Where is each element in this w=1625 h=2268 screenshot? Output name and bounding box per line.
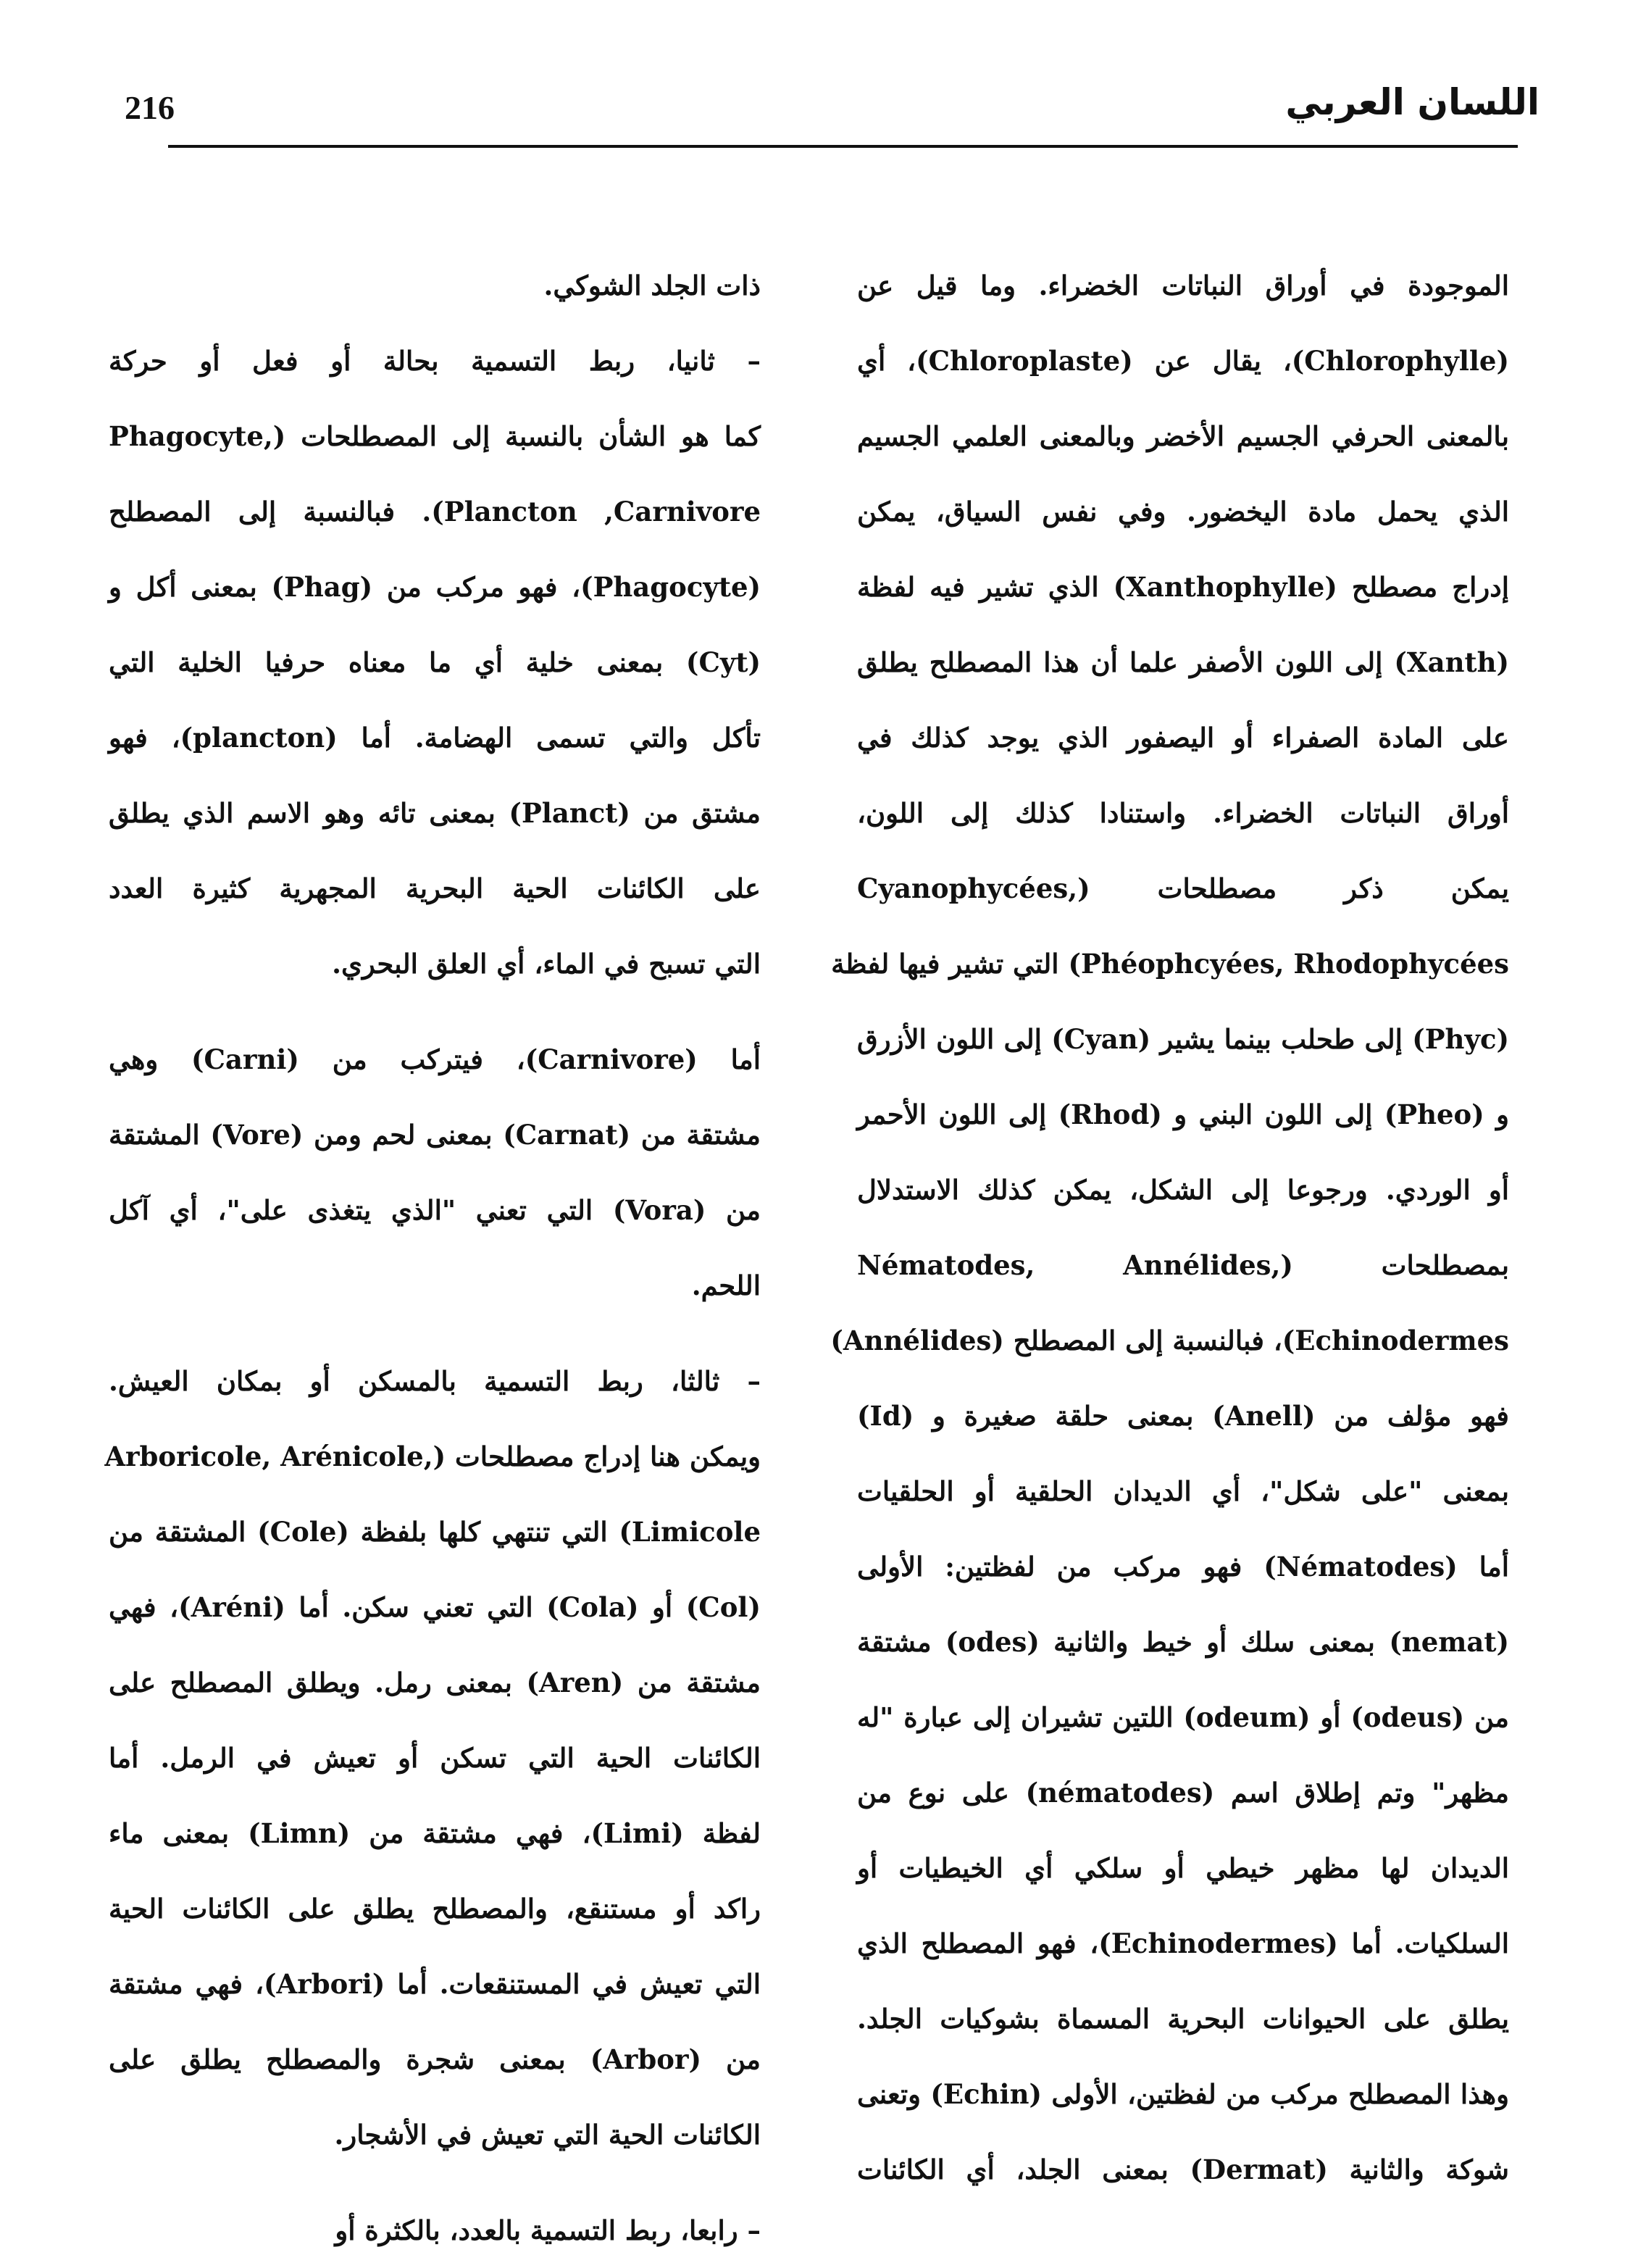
text-line: الديدان لها مظهر خيطي أو سلكي أي الخيطيات أو [857, 1852, 1509, 1884]
text-line: (Phyc) إلى طحلب بينما يشير (Cyan) إلى اللون الأزرق [857, 1023, 1509, 1055]
text-line: (Xanth) إلى اللون الأصفر علما أن هذا المصطلح يطلق [857, 646, 1509, 678]
text-line: الموجودة في أوراق النباتات الخضراء. وما قيل عن [857, 270, 1509, 301]
text-line: (nemat) بمعنى سلك أو خيط والثانية (odes) مشتقة [857, 1626, 1510, 1658]
text-line: الذي يحمل مادة اليخضور. وفي نفس السياق، يمكن [857, 496, 1509, 528]
paragraph [109, 248, 761, 323]
text-line: مشتق من (Planct) بمعنى تائه وهو الاسم الذي يطلق [109, 797, 761, 829]
text-line: مظهر" وتم إطلاق اسم (nématodes) على نوع من [857, 1777, 1509, 1809]
paragraph [109, 323, 761, 1001]
text-line: السلكيات. أما (Echinodermes)، فهو المصطلح الذي [857, 1927, 1509, 1959]
text-line: أما (Carnivore)، فيتركب من (Carni) وهي [109, 1043, 761, 1075]
text-line: من (odeus) أو (odeum) اللتين تشيران إلى عبارة "له [857, 1701, 1509, 1733]
text-line: يطلق على الحيوانات البحرية المسماة بشوكيات الجلد. [857, 2003, 1509, 2035]
text-line: ويمكن هنا إدراج مصطلحات (,Arboricole, Arénicole [104, 1441, 761, 1472]
text-line: بمصطلحات (,Nématodes, Annélides [857, 1249, 1509, 1281]
paragraph [109, 1022, 761, 1323]
text-line: يمكن ذكر مصطلحات (,Cyanophycées [857, 872, 1509, 904]
text-line: Phéophcyées, Rhodophycées) التي تشير فيها لفظة [831, 948, 1509, 980]
text-line: بمعنى "على شكل"، أي الديدان الحلقية أو الحلقيات [857, 1475, 1509, 1507]
text-line: على المادة الصفراء أو اليصفور الذي يوجد كذلك في [857, 722, 1509, 754]
text-line: تأكل والتي تسمى الهضامة. أما (plancton)، فهو [109, 722, 761, 754]
left-column [104, 248, 761, 2268]
text-line: التي تسبح في الماء، أي العلق البحري. [332, 948, 761, 980]
text-line: راكد أو مستنقع، والمصطلح يطلق على الكائنات الحية [109, 1893, 761, 1925]
text-line: (Chlorophylle)، يقال عن (Chloroplaste)، أي [857, 345, 1509, 377]
text-line: إدراج مصطلح (Xanthophylle) الذي تشير فيه لفظة [857, 571, 1509, 603]
text-line: و (Pheo) إلى اللون البني و (Rhod) إلى اللون الأحمر [857, 1098, 1509, 1130]
text-line: أوراق النباتات الخضراء. واستنادا كذلك إلى اللون، [857, 797, 1509, 829]
page-number: 216 [125, 89, 175, 126]
text-line: اللحم. [691, 1270, 761, 1301]
text-line: أما (Nématodes) فهو مركب من لفظتين: الأولى [857, 1551, 1509, 1583]
text-line: Limicole) التي تنتهي كلها بلفظة (Cole) المشتقة من [109, 1516, 761, 1548]
text-line: أو الوردي. ورجوعا إلى الشكل، يمكن كذلك الاستدلال [857, 1174, 1509, 1206]
text-line: شوكة والثانية (Dermat) بمعنى الجلد، أي الكائنات [857, 2154, 1509, 2185]
text-line: – ثانيا، ربط التسمية بحالة أو فعل أو حركة [109, 345, 761, 377]
paragraph [104, 1343, 761, 2172]
text-line: ذات الجلد الشوكي. [543, 270, 761, 301]
text-line: مشتقة من (Carnat) بمعنى لحم ومن (Vore) المشتقة [109, 1119, 761, 1151]
text-line: من (Arbor) بمعنى شجرة والمصطلح يطلق على [109, 2043, 761, 2075]
text-line: Plancton ,Carnivore). فبالنسبة إلى المصطلح [109, 496, 761, 528]
text-line: كما هو الشأن بالنسبة إلى المصطلحات (,Phagocyte [109, 420, 761, 452]
text-line: التي تعيش في المستنقعات. أما (Arbori)، فهي مشتقة [109, 1968, 761, 2000]
text-line: لفظة (Limi)، فهي مشتقة من (Limn) بمعنى ماء [109, 1817, 761, 1849]
paragraph [109, 2193, 761, 2268]
text-line: وهذا المصطلح مركب من لفظتين، الأولى (Echin) وتعنى [857, 2078, 1509, 2110]
header-rule [168, 145, 1518, 148]
text-line: (Col) أو (Cola) التي تعني سكن. أما (Aréni)، فهي [109, 1591, 761, 1623]
text-line: – ثالثا، ربط التسمية بالمسكن أو بمكان العيش. [109, 1365, 761, 1397]
text-line: من (Vora) التي تعني "الذي يتغذى على"، أي آكل [109, 1194, 761, 1226]
text-line: الكائنات الحية التي تعيش في الأشجار. [334, 2119, 761, 2151]
journal-logo: اللسان العربي [1285, 81, 1540, 123]
text-line: (Cyt) بمعنى خلية أي ما معناه حرفيا الخلية التي [109, 646, 761, 678]
text-line: بالمعنى الحرفي الجسيم الأخضر وبالمعنى العلمي الجسيم [857, 420, 1509, 452]
text-line: مشتقة من (Aren) بمعنى رمل. ويطلق المصطلح على [109, 1667, 761, 1698]
text-line: (Phagocyte)، فهو مركب من (Phag) بمعنى أكل و [109, 571, 761, 603]
text-line: – رابعا، ربط التسمية بالعدد، بالكثرة أو [335, 2214, 761, 2246]
text-line: الكائنات الحية التي تسكن أو تعيش في الرمل. أما [109, 1742, 761, 1774]
text-line: فهو مؤلف من (Anell) بمعنى حلقة صغيرة و (Id) [857, 1400, 1509, 1432]
paragraph [830, 248, 1510, 2207]
text-line: Echinodermes)، فبالنسبة إلى المصطلح (Annélides) [830, 1325, 1509, 1356]
right-column [830, 248, 1510, 2207]
text-line: على الكائنات الحية البحرية المجهرية كثيرة العدد [109, 872, 761, 904]
